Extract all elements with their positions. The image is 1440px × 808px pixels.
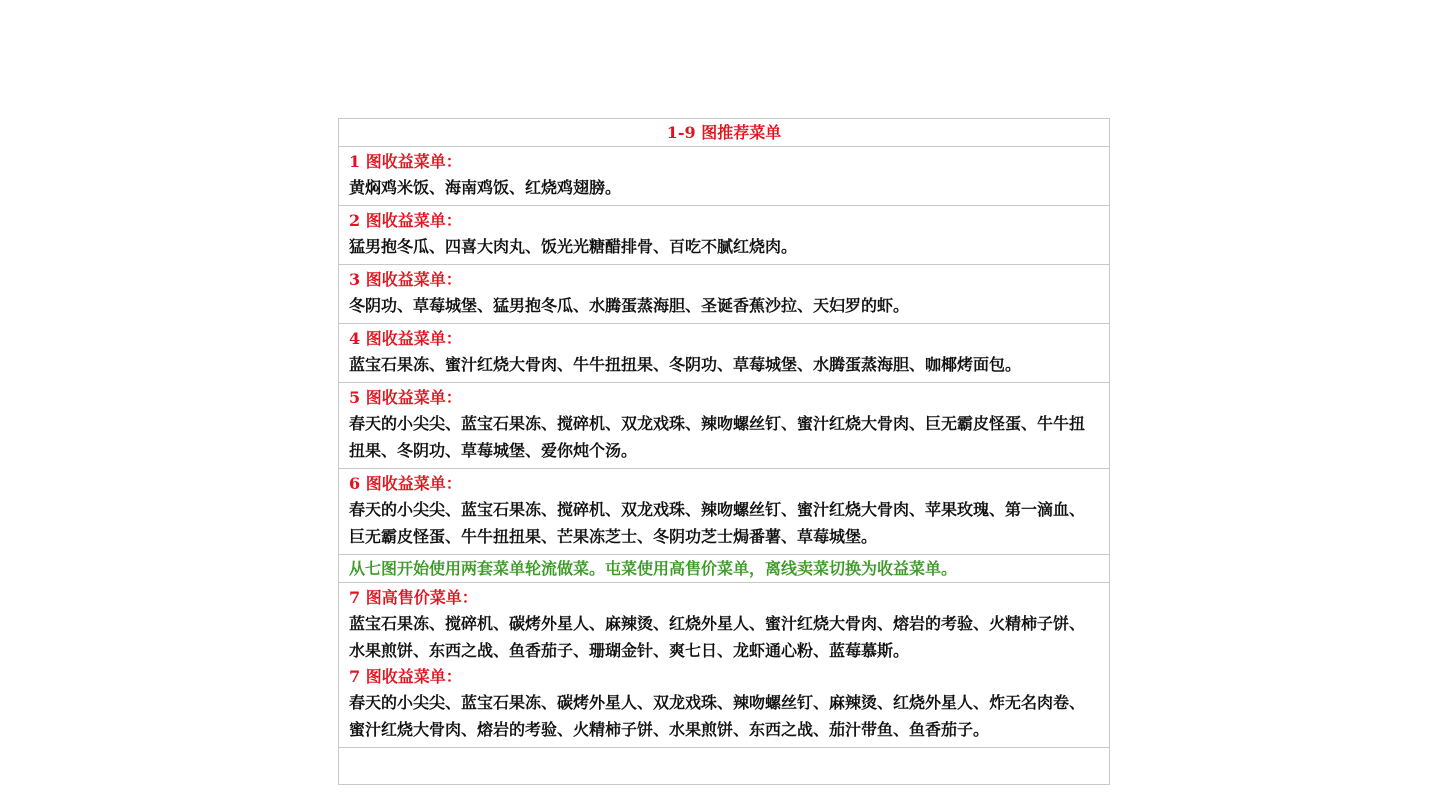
section-heading: 4 图收益菜单： (349, 329, 462, 348)
section-row-1 (339, 147, 1109, 206)
strategy-note: 从七图开始使用两套菜单轮流做菜。屯菜使用高售价菜单，离线卖菜切换为收益菜单。 (339, 555, 1109, 583)
section-body: 春天的小尖尖、蓝宝石果冻、搅碎机、双龙戏珠、辣吻螺丝钉、蜜汁红烧大骨肉、巨无霸皮怪蛋、牛牛扭扭果、冬阴功、草莓城堡、爱你炖个汤。 (349, 414, 1086, 460)
section-body: 冬阴功、草莓城堡、猛男抱冬瓜、水腾蛋蒸海胆、圣诞香蕉沙拉、天妇罗的虾。 (349, 296, 910, 315)
section-body-high-price: 蓝宝石果冻、搅碎机、碳烤外星人、麻辣烫、红烧外星人、蜜汁红烧大骨肉、熔岩的考验、火精柿子饼、水果煎饼、东西之战、鱼香茄子、珊瑚金针、爽七日、龙虾通心粉、蓝莓慕斯。 (349, 614, 1086, 660)
section-row-3 (339, 265, 1109, 324)
section-row-4 (339, 324, 1109, 383)
section-row-2 (339, 206, 1109, 265)
section-heading: 5 图收益菜单： (349, 388, 462, 407)
section-heading-income: 7 图收益菜单： (349, 667, 462, 686)
section-row-6 (339, 469, 1109, 555)
section-row-7 (339, 583, 1109, 748)
empty-row (339, 748, 1109, 784)
section-body-income: 春天的小尖尖、蓝宝石果冻、碳烤外星人、双龙戏珠、辣吻螺丝钉、麻辣烫、红烧外星人、炸无名肉卷、蜜汁红烧大骨肉、熔岩的考验、火精柿子饼、水果煎饼、东西之战、茄汁带鱼、鱼香茄子。 (349, 693, 1086, 739)
section-body: 猛男抱冬瓜、四喜大肉丸、饭光光糖醋排骨、百吃不腻红烧肉。 (349, 237, 798, 256)
section-heading-high-price: 7 图高售价菜单： (349, 588, 478, 607)
section-body: 黄焖鸡米饭、海南鸡饭、红烧鸡翅膀。 (349, 178, 622, 197)
section-heading: 1 图收益菜单： (349, 152, 462, 171)
section-row-5 (339, 383, 1109, 469)
menu-table (338, 118, 1110, 785)
section-heading: 6 图收益菜单： (349, 474, 462, 493)
section-body: 蓝宝石果冻、蜜汁红烧大骨肉、牛牛扭扭果、冬阴功、草莓城堡、水腾蛋蒸海胆、咖椰烤面包。 (349, 355, 1022, 374)
section-heading: 2 图收益菜单： (349, 211, 462, 230)
section-heading: 3 图收益菜单： (349, 270, 462, 289)
table-title: 1-9 图推荐菜单 (339, 119, 1109, 147)
section-body: 春天的小尖尖、蓝宝石果冻、搅碎机、双龙戏珠、辣吻螺丝钉、蜜汁红烧大骨肉、苹果玫瑰、第一滴血、巨无霸皮怪蛋、牛牛扭扭果、芒果冻芝士、冬阴功芝士焗番薯、草莓城堡。 (349, 500, 1086, 546)
